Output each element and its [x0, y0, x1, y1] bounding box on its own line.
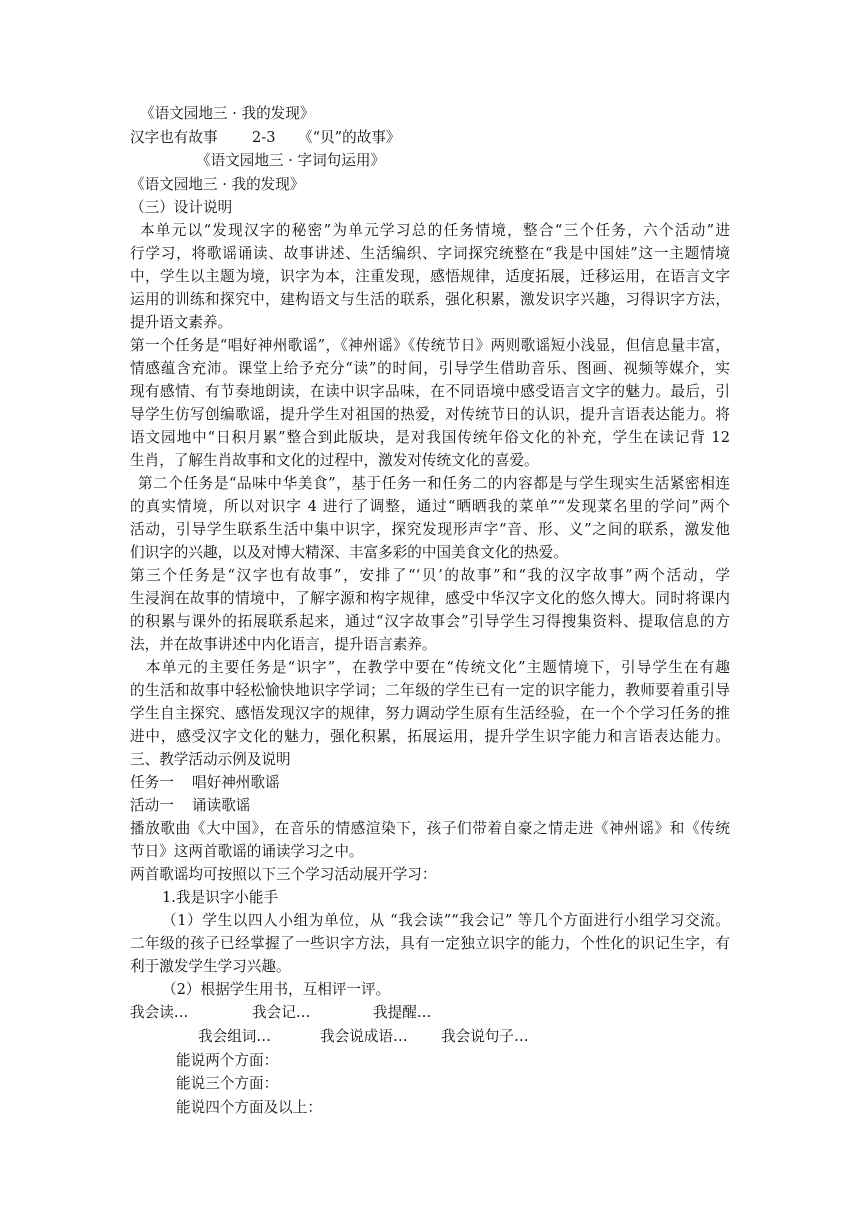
paragraph-line: 情感蕴含充沛。课堂上给予充分“读”的时间，引导学生借助音乐、图画、视频等媒介，实 — [130, 360, 730, 377]
paragraph-line: 的真实情境，所以对识字 4 进行了调整，通过“晒晒我的菜单”“发现菜名里的学问”两个 — [130, 498, 730, 515]
paragraph-line: 播放歌曲《大中国》，在音乐的情感渲染下，孩子们带着自豪之情走进《神州谣》和《传统 — [130, 820, 730, 837]
paragraph-line: 学生自主探究、感悟发现汉字的规律，努力调动学生原有生活经验，在一个个学习任务的推 — [130, 705, 730, 722]
paragraph-line: 行学习，将歌谣诵读、故事讲述、生活编织、字词探究统整在“我是中国娃”这一主题情境 — [130, 245, 730, 262]
paragraph-line: 第二个任务是“品味中华美食”，基于任务一和任务二的内容都是与学生现实生活紧密相连 — [138, 475, 730, 492]
paragraph-line: 第三个任务是“汉字也有故事”，安排了“‘贝’的故事”和“我的汉字故事”两个活动，学 — [130, 567, 730, 584]
task-title: 唱好神州歌谣 — [192, 774, 280, 791]
paragraph-line: 本单元的主要任务是“识字”，在教学中要在“传统文化”主题情境下，引导学生在有趣 — [146, 659, 730, 676]
table-cell: 我提醒… — [373, 1004, 432, 1021]
paragraph-line: 利于激发学生学习兴趣。 — [130, 958, 291, 975]
subheading: 1.我是识字小能手 — [162, 889, 279, 906]
paragraph-line: 节日》这两首歌谣的诵读学习之中。 — [130, 843, 364, 860]
paragraph-line: 进中，感受汉字文化的魅力，强化积累，拓展运用，提升学生识字能力和言语表达能力。 — [130, 728, 730, 745]
table-cell: 能说四个方面及以上： — [176, 1099, 322, 1116]
paragraph-line: 两首歌谣均可按照以下三个学习活动展开学习： — [130, 866, 437, 883]
paragraph-line: 现有感情、有节奏地朗读，在读中识字品味，在不同语境中感受语言文字的魅力。最后，引 — [130, 383, 730, 400]
section-heading: （三）设计说明 — [130, 199, 233, 216]
paragraph-line: 语文园地中“日积月累”整合到此版块，是对我国传统年俗文化的补充，学生在读记背 12 — [130, 429, 730, 446]
paragraph-line: 导学生仿写创编歌谣，提升学生对祖国的热爱，对传统节日的认识，提升言语表达能力。将 — [130, 406, 730, 423]
table-cell: 我会说句子… — [441, 1028, 529, 1045]
table-cell: 我会读… — [130, 1004, 189, 1021]
paragraph-line: 生肖，了解生肖故事和文化的过程中，激发对传统文化的喜爱。 — [130, 452, 539, 469]
paragraph-line: 的生活和故事中轻松愉快地识字学词；二年级的学生已有一定的识字能力，教师要着重引导 — [130, 682, 730, 699]
section-heading: 三、教学活动示例及说明 — [130, 751, 291, 768]
paragraph-line: 本单元以“发现汉字的秘密”为单元学习总的任务情境，整合“三个任务，六个活动”进 — [140, 222, 730, 239]
paragraph-line: 二年级的孩子已经掌握了一些识字方法，具有一定独立识字的能力，个性化的识记生字，有 — [130, 935, 730, 952]
paragraph-line: 中，学生以主题为境，识字为本，注重发现，感悟规律，适度拓展，迁移运用，在语言文字 — [130, 268, 730, 285]
text-line: 《语文园地三 · 字词句运用》 — [196, 152, 386, 169]
paragraph-line: 法，并在故事讲述中内化语言，提升语言素养。 — [130, 636, 437, 653]
paragraph-line: 运用的训练和探究中，建构语文与生活的联系，强化积累，激发识字兴趣，习得识字方法， — [130, 291, 730, 308]
table-cell: 能说两个方面： — [176, 1052, 279, 1069]
paragraph-line: （2）根据学生用书，互相评一评。 — [162, 981, 391, 998]
paragraph-line: （1）学生以四人小组为单位，从 “我会读”“我会记” 等几个方面进行小组学习交流。 — [162, 912, 730, 929]
text-line: 汉字也有故事 — [130, 129, 218, 146]
paragraph-line: 生浸润在故事的情境中，了解字源和构字规律，感受中华汉字文化的悠久博大。同时将课内 — [130, 590, 730, 607]
paragraph-line: 们识字的兴趣，以及对博大精深、丰富多彩的中国美食文化的热爱。 — [130, 544, 568, 561]
table-cell: 我会说成语… — [320, 1028, 408, 1045]
paragraph-line: 第一个任务是“唱好神州歌谣”，《神州谣》《传统节日》两则歌谣短小浅显，但信息量丰富， — [130, 337, 730, 354]
text-line: 《语文园地三 · 我的发现》 — [140, 105, 315, 122]
table-cell: 我会记… — [252, 1004, 311, 1021]
activity-title: 诵读歌谣 — [192, 797, 251, 814]
table-cell: 我会组词… — [198, 1028, 271, 1045]
paragraph-line: 的积累与课外的拓展联系起来，通过“汉字故事会”引导学生习得搜集资料、提取信息的方 — [130, 613, 730, 630]
text-line: 2-3 — [252, 129, 276, 146]
paragraph-line: 活动，引导学生联系生活中集中识字，探究发现形声字“音、形、义”之间的联系，激发他 — [130, 521, 730, 538]
activity-label: 活动一 — [130, 797, 174, 814]
table-cell: 能说三个方面： — [176, 1075, 279, 1092]
paragraph-line: 提升语文素养。 — [130, 314, 233, 331]
text-line: 《“贝”的故事》 — [298, 129, 401, 146]
text-line: 《语文园地三 · 我的发现》 — [130, 176, 305, 193]
task-label: 任务一 — [130, 774, 174, 791]
